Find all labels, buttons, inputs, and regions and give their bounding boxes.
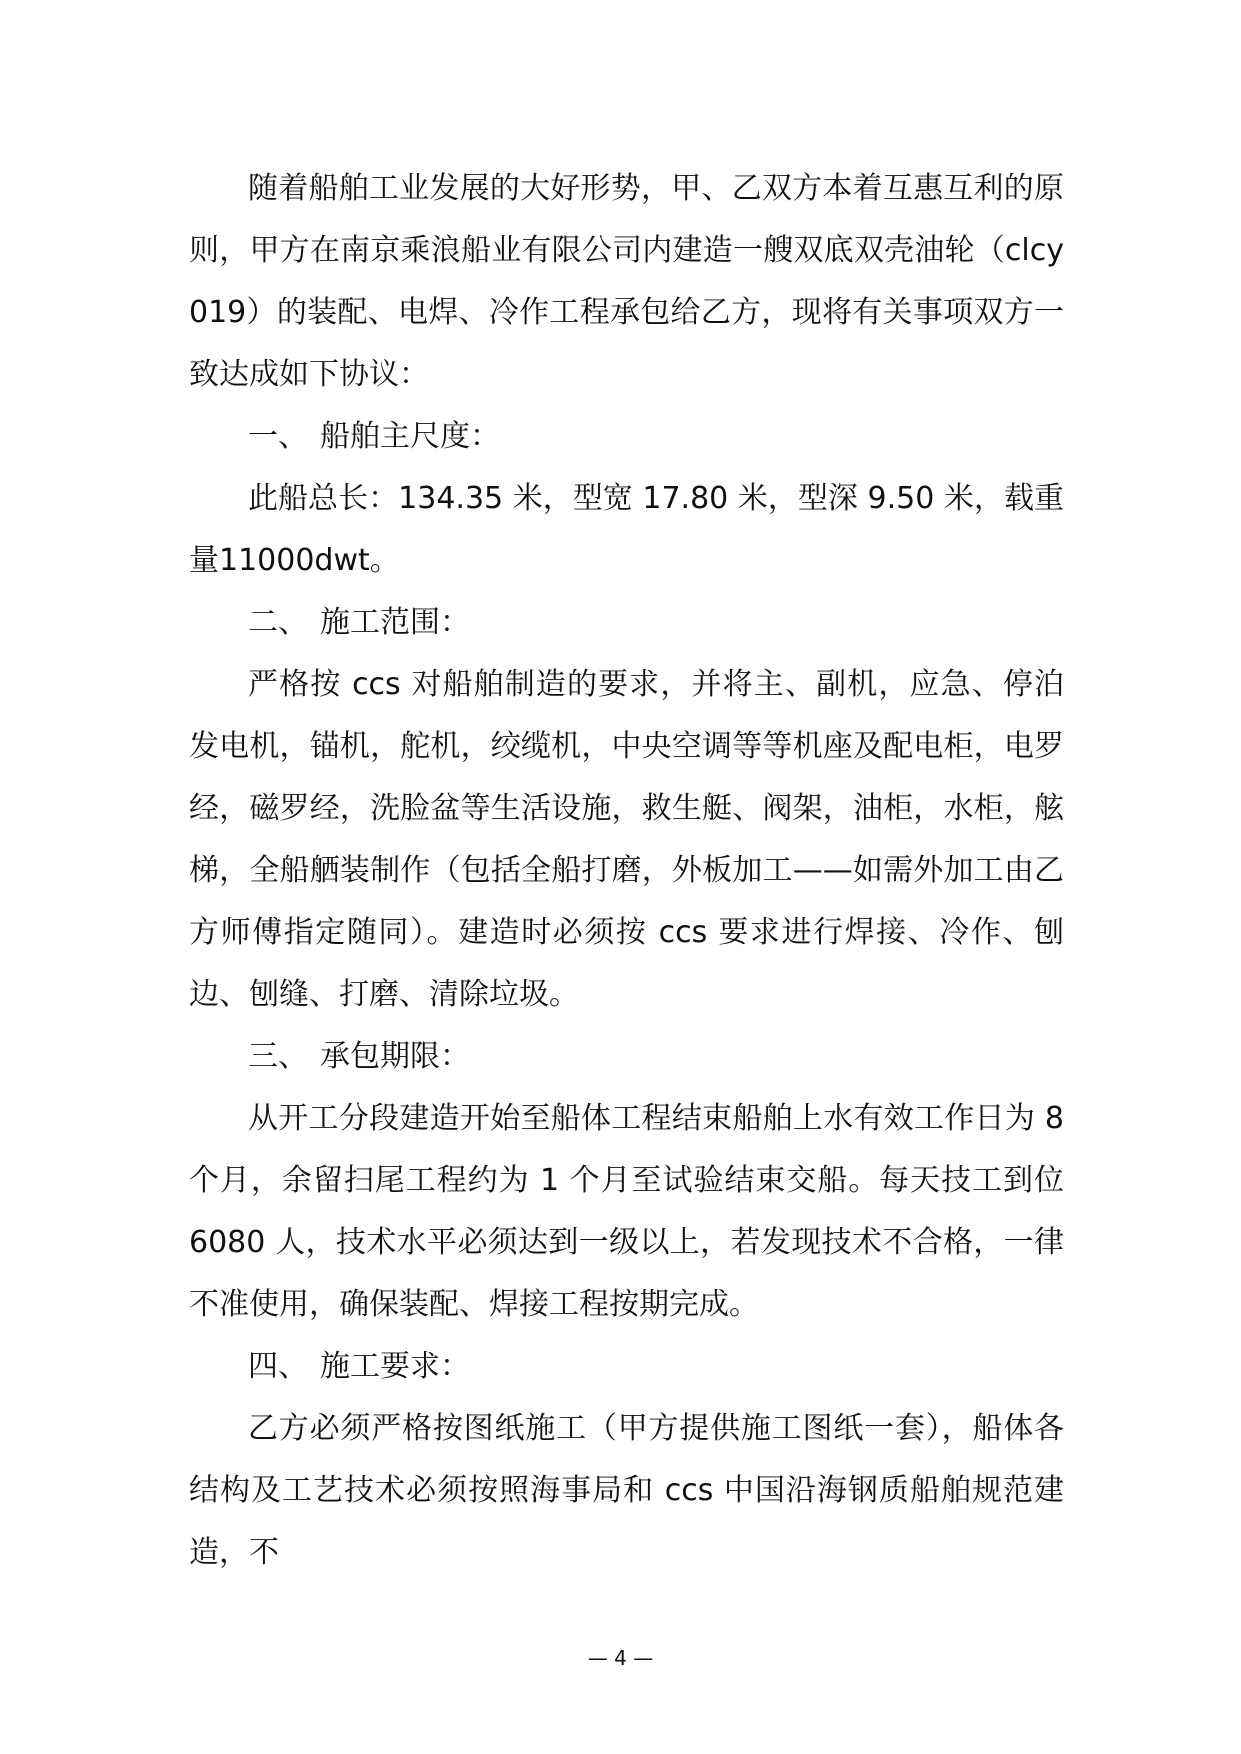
section-body-4: 乙方必须严格按图纸施工（甲方提供施工图纸一套），船体各结构及工艺技术必须按照海事局和 ccs 中国沿海钢质船舶规范建造，不: [189, 1411, 1064, 1570]
section-heading-1: [189, 406, 1064, 468]
section-number: 一、: [248, 419, 308, 454]
section-number: 二、: [248, 605, 308, 640]
section-body-3: 从开工分段建造开始至船体工程结束船舶上水有效工作日为 8 个月，余留扫尾工程约为 1 个月至试验结束交船。每天技工到位 6080 人，技术水平必须达到一级以上，若发现技术不合格，一律不准使用，确保装配、焊接工程按期完成。: [189, 1101, 1064, 1322]
section-number: 四、: [248, 1349, 308, 1384]
document-body: [189, 158, 1064, 1584]
section-body-1: 此船总长：134.35 米，型宽 17.80 米，型深 9.50 米，载重量11000dwt。: [189, 481, 1064, 578]
section-title: 承包期限：: [320, 1039, 470, 1074]
section-heading-3: [189, 1026, 1064, 1088]
section-title: 施工范围：: [320, 605, 470, 640]
section-title: 施工要求：: [320, 1349, 470, 1384]
intro-paragraph: 随着船舶工业发展的大好形势，甲、乙双方本着互惠互利的原则，甲方在南京乘浪船业有限公司内建造一艘双底双壳油轮（clcy019）的装配、电焊、冷作工程承包给乙方，现将有关事项双方一致达成如下协议：: [189, 171, 1064, 392]
section-heading-2: [189, 592, 1064, 654]
section-number: 三、: [248, 1039, 308, 1074]
section-body-2: 严格按 ccs 对船舶制造的要求，并将主、副机，应急、停泊发电机，锚机，舵机，绞缆机，中央空调等等机座及配电柜，电罗经，磁罗经，洗脸盆等生活设施，救生艇、阀架，油柜，水柜，舷梯，全船舾装制作（包括全船打磨，外板加工——如需外加工由乙方师傅指定随同）。建造时必须按 ccs 要求进行焊接、冷作、刨边、刨缝、打磨、清除垃圾。: [189, 667, 1064, 1012]
section-heading-4: [189, 1336, 1064, 1398]
page-number: — 4 —: [587, 1646, 654, 1670]
section-title: 船舶主尺度：: [320, 419, 500, 454]
